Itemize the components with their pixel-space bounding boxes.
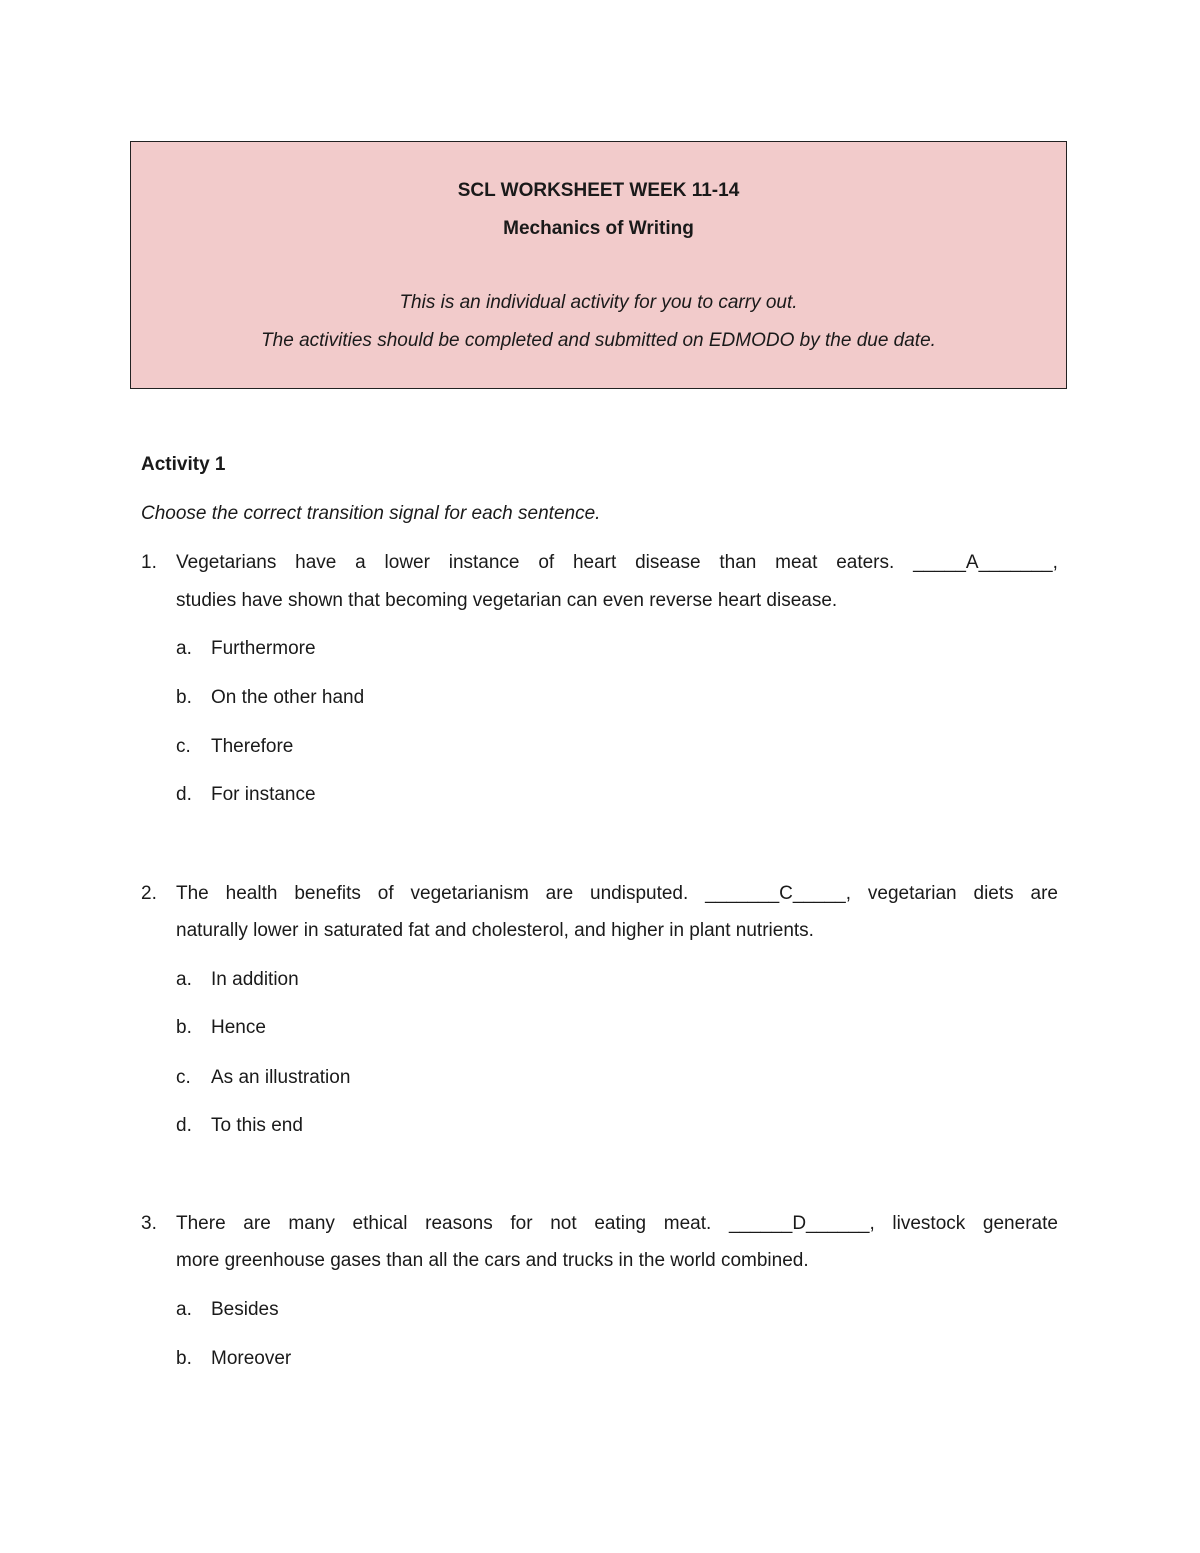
word: undisputed.	[590, 883, 689, 904]
word: not	[550, 1213, 577, 1234]
word: ______D______,	[728, 1213, 875, 1234]
word: vegetarianism	[410, 883, 529, 904]
word: The	[176, 883, 209, 904]
word: reasons	[425, 1213, 493, 1234]
option-text: On the other hand	[211, 687, 365, 708]
question-text-line1	[176, 1213, 1058, 1235]
option-letter: b.	[176, 1017, 192, 1038]
option-letter: a.	[176, 638, 192, 659]
word: benefits	[294, 883, 361, 904]
option-text: In addition	[211, 969, 299, 990]
question-text-line2: naturally lower in saturated fat and cholesterol, and higher in plant nutrients.	[176, 920, 814, 941]
word: heart	[572, 552, 617, 573]
word: meat.	[663, 1213, 712, 1234]
worksheet-subtitle: Mechanics of Writing	[503, 218, 694, 239]
question-number: 1.	[141, 552, 157, 573]
word: _______C_____,	[705, 883, 851, 904]
question-number: 2.	[141, 883, 157, 904]
option-letter: b.	[176, 1348, 192, 1369]
header-note-individual: This is an individual activity for you to carry out.	[399, 292, 798, 313]
word: health	[225, 883, 278, 904]
word: are	[243, 1213, 271, 1234]
word: are	[1030, 883, 1058, 904]
option-text: As an illustration	[211, 1067, 351, 1088]
option-text: Furthermore	[211, 638, 316, 659]
option-letter: a.	[176, 1299, 192, 1320]
word: disease	[635, 552, 701, 573]
activity-instruction: Choose the correct transition signal for each sentence.	[141, 503, 601, 524]
word: of	[538, 552, 555, 573]
option-letter: d.	[176, 784, 192, 805]
word: are	[545, 883, 574, 904]
word: many	[288, 1213, 335, 1234]
word: instance	[448, 552, 520, 573]
word: diets	[973, 883, 1014, 904]
word: livestock	[892, 1213, 966, 1234]
header-box	[130, 141, 1067, 389]
word: lower	[384, 552, 430, 573]
word: ethical	[352, 1213, 408, 1234]
option-text: Hence	[211, 1017, 266, 1038]
word: for	[510, 1213, 533, 1234]
activity-heading: Activity 1	[141, 454, 226, 475]
option-text: Moreover	[211, 1348, 292, 1369]
word: eating	[594, 1213, 647, 1234]
option-text: For instance	[211, 784, 316, 805]
option-text: Besides	[211, 1299, 279, 1320]
option-letter: b.	[176, 687, 192, 708]
word: of	[377, 883, 394, 904]
word: meat	[775, 552, 818, 573]
header-note-submission: The activities should be completed and submitted on EDMODO by the due date.	[261, 330, 936, 351]
option-letter: d.	[176, 1115, 192, 1136]
option-text: Therefore	[211, 736, 294, 757]
word: There	[176, 1213, 226, 1234]
option-letter: a.	[176, 969, 192, 990]
word: than	[719, 552, 757, 573]
question-text-line1	[176, 552, 1058, 574]
question-text-line1	[176, 883, 1058, 905]
word: vegetarian	[867, 883, 957, 904]
word: a	[355, 552, 366, 573]
question-number: 3.	[141, 1213, 157, 1234]
word: eaters.	[836, 552, 895, 573]
option-text: To this end	[211, 1115, 303, 1136]
option-letter: c.	[176, 1067, 191, 1088]
question-text-line2: studies have shown that becoming vegetarian can even reverse heart disease.	[176, 590, 838, 611]
question-text-line2: more greenhouse gases than all the cars and trucks in the world combined.	[176, 1250, 809, 1271]
word: _____A_______,	[913, 552, 1058, 573]
word: generate	[982, 1213, 1058, 1234]
word: Vegetarians	[176, 552, 277, 573]
option-letter: c.	[176, 736, 191, 757]
word: have	[295, 552, 337, 573]
worksheet-title: SCL WORKSHEET WEEK 11-14	[457, 180, 740, 201]
